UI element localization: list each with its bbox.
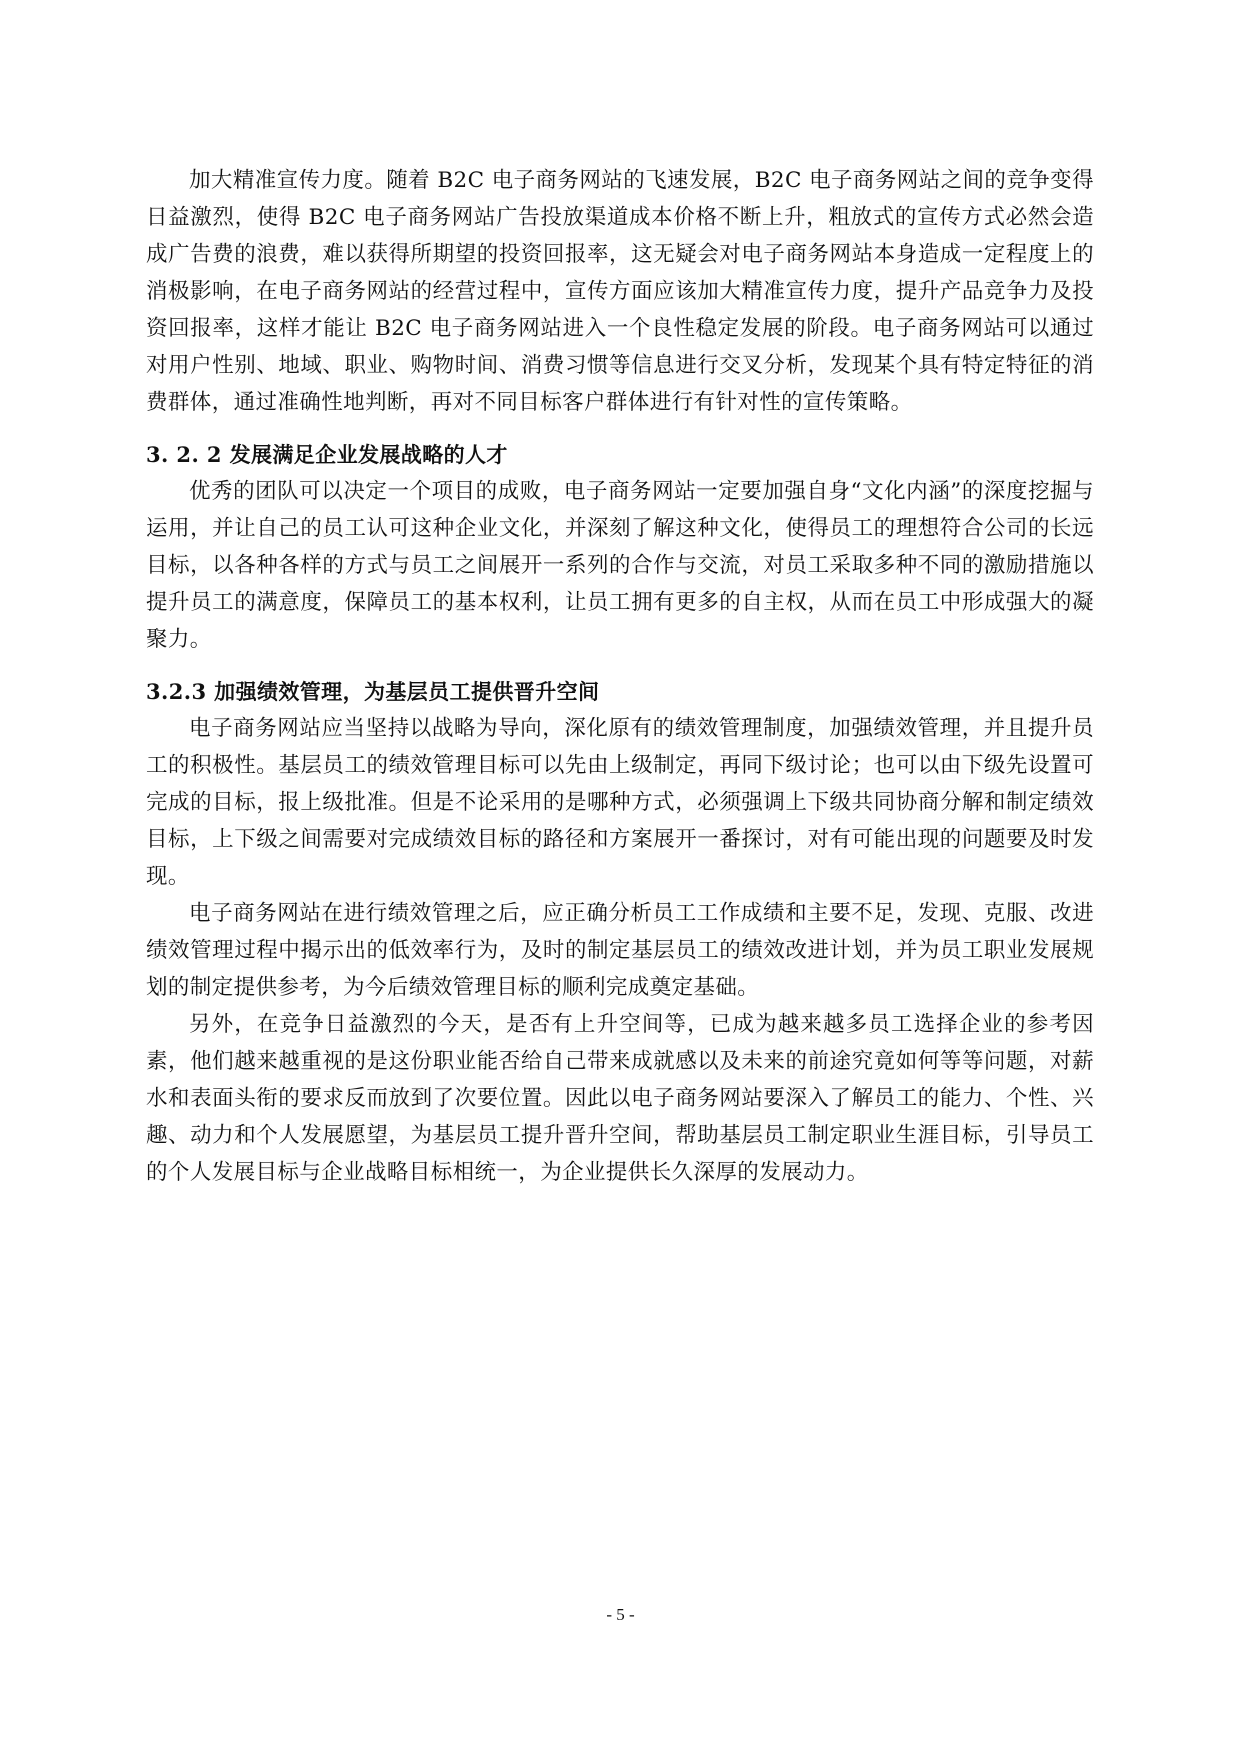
paragraph-talent-development: 优秀的团队可以决定一个项目的成败，电子商务网站一定要加强自身“文化内涵”的深度挖掘与运用，并让自己的员工认可这种企业文化，并深刻了解这种文化，使得员工的理想符合公司的长远目标，以各种各样的方式与员工之间展开一系列的合作与交流，对员工采取多种不同的激励措施以提升员工的满意度，保障员工的基本权利，让员工拥有更多的自主权，从而在员工中形成强大的凝聚力。: [146, 479, 1094, 652]
section-heading-3-2-2: 3. 2. 2 发展满足企业发展战略的人才: [146, 442, 508, 467]
paragraph-performance-management: 电子商务网站应当坚持以战略为导向，深化原有的绩效管理制度，加强绩效管理，并且提升员工的积极性。基层员工的绩效管理目标可以先由上级制定，再同下级讨论；也可以由下级先设置可完成的目标，报上级批准。但是不论采用的是哪种方式，必须强调上下级共同协商分解和制定绩效目标，上下级之间需要对完成绩效目标的路径和方案展开一番探讨，对有可能出现的问题要及时发现。: [146, 716, 1094, 889]
section-3-2-3: [146, 673, 1094, 1191]
section-heading-3-2-3: 3.2.3 加强绩效管理，为基层员工提供晋升空间: [146, 679, 600, 704]
page-number: - 5 -: [606, 1605, 635, 1624]
page-body: [146, 162, 1094, 1191]
paragraph-precise-publicity: 加大精准宣传力度。随着 B2C 电子商务网站的飞速发展，B2C 电子商务网站之间的竞争变得日益激烈，使得 B2C 电子商务网站广告投放渠道成本价格不断上升，粗放式的宣传方式必然会造成广告费的浪费，难以获得所期望的投资回报率，这无疑会对电子商务网站本身造成一定程度上的消极影响，在电子商务网站的经营过程中，宣传方面应该加大精准宣传力度，提升产品竞争力及投资回报率，这样才能让 B2C 电子商务网站进入一个良性稳定发展的阶段。电子商务网站可以通过对用户性别、地域、职业、购物时间、消费习惯等信息进行交叉分析，发现某个具有特定特征的消费群体，通过准确性地判断，再对不同目标客户群体进行有针对性的宣传策略。: [146, 168, 1094, 415]
section-3-2-2: [146, 436, 1094, 658]
paragraph-performance-analysis: 电子商务网站在进行绩效管理之后，应正确分析员工工作成绩和主要不足，发现、克服、改进绩效管理过程中揭示出的低效率行为，及时的制定基层员工的绩效改进计划，并为员工职业发展规划的制定提供参考，为今后绩效管理目标的顺利完成奠定基础。: [146, 901, 1094, 1000]
paragraph-promotion-space: 另外，在竞争日益激烈的今天，是否有上升空间等，已成为越来越多员工选择企业的参考因素，他们越来越重视的是这份职业能否给自己带来成就感以及未来的前途究竟如何等等问题，对薪水和表面头衔的要求反而放到了次要位置。因此以电子商务网站要深入了解员工的能力、个性、兴趣、动力和个人发展愿望，为基层员工提升晋升空间，帮助基层员工制定职业生涯目标，引导员工的个人发展目标与企业战略目标相统一，为企业提供长久深厚的发展动力。: [146, 1012, 1094, 1185]
